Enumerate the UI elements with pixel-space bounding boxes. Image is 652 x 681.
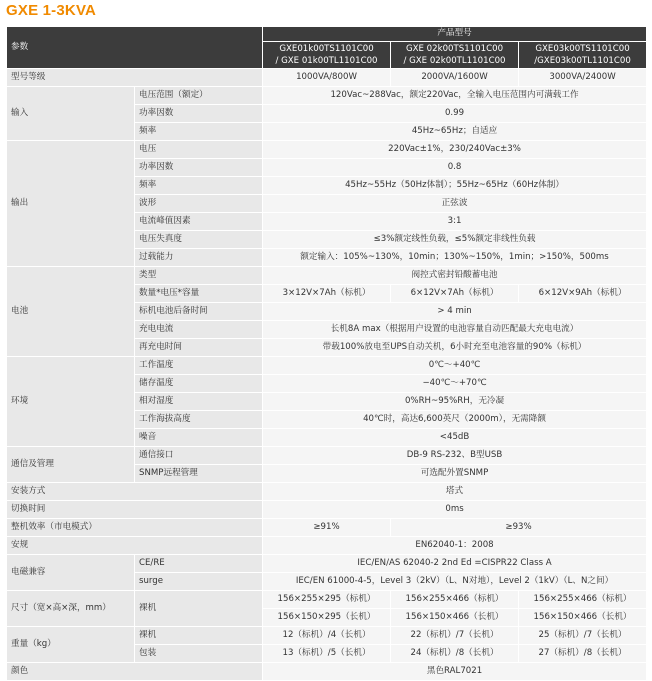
table-row: 安规 EN62040-1：2008 xyxy=(7,537,647,555)
table-row: 相对湿度 0%RH~95%RH，无冷凝 xyxy=(7,393,647,411)
table-row: 电流峰值因素 3:1 xyxy=(7,213,647,231)
header-model-1: GXE01k00TS1101C00 / GXE 01k00TL1101C00 xyxy=(263,42,391,69)
table-row: 156×150×295（长机） 156×150×466（长机） 156×150×466（长机） xyxy=(7,609,647,627)
table-row: 过载能力 额定输入：105%~130%，10min；130%~150%，1min；>150%，500ms xyxy=(7,249,647,267)
table-row: 频率 45Hz~65Hz；自适应 xyxy=(7,123,647,141)
header-model-3: GXE03k00TS1101C00 /GXE03k00TL1101C00 xyxy=(519,42,647,69)
table-row: 标机电池后备时间 > 4 min xyxy=(7,303,647,321)
group-comm: 通信及管理 xyxy=(7,447,135,483)
page-title: GXE 1-3KVA xyxy=(6,2,97,19)
table-row: 充电电流 长机8A max（根据用户设置的电池容量自动匹配最大充电电流） xyxy=(7,321,647,339)
table-row: 功率因数 0.99 xyxy=(7,105,647,123)
table-row: 颜色 黑色RAL7021 xyxy=(7,663,647,681)
group-input: 输入 xyxy=(7,87,135,141)
table-row: 环境 工作温度 0℃～+40℃ xyxy=(7,357,647,375)
group-emc: 电磁兼容 xyxy=(7,555,135,591)
header-product-model: 产品型号 xyxy=(263,27,647,42)
table-row: 输入 电压范围（额定） 120Vac~288Vac，额定220Vac，全输入电压范围内可满载工作 xyxy=(7,87,647,105)
table-row: 整机效率（市电模式） ≥91% ≥93% xyxy=(7,519,647,537)
table-row: 工作海拔高度 40℃时，高达6,600英尺（2000m），无需降额 xyxy=(7,411,647,429)
header-param: 参数 xyxy=(7,27,263,69)
table-row: 再充电时间 带载100%放电至UPS自动关机，6小时充至电池容量的90%（标机） xyxy=(7,339,647,357)
group-battery: 电池 xyxy=(7,267,135,357)
table-row: 尺寸（宽×高×深，mm） 裸机 156×255×295（标机） 156×255×466（标机） 156×255×466（标机） xyxy=(7,591,647,609)
table-row: 频率 45Hz~55Hz（50Hz体制）；55Hz~65Hz（60Hz体制） xyxy=(7,177,647,195)
header-model-2: GXE 02k00TS1101C00 / GXE 02k00TL1101C00 xyxy=(391,42,519,69)
table-row: 安装方式 塔式 xyxy=(7,483,647,501)
table-row: 波形 正弦波 xyxy=(7,195,647,213)
spec-table xyxy=(6,26,647,681)
group-weight: 重量（kg） xyxy=(7,627,135,663)
table-row: surge IEC/EN 61000-4-5，Level 3（2kV）（L、N对地），Level 2（1kV）（L、N之间） xyxy=(7,573,647,591)
table-row: 功率因数 0.8 xyxy=(7,159,647,177)
table-row: 电磁兼容 CE/RE IEC/EN/AS 62040-2 2nd Ed =CISPR22 Class A xyxy=(7,555,647,573)
table-row: 切换时间 0ms xyxy=(7,501,647,519)
group-size: 尺寸（宽×高×深，mm） xyxy=(7,591,135,627)
table-row: 包装 13（标机）/5（长机） 24（标机）/8（长机） 27（标机）/8（长机） xyxy=(7,645,647,663)
group-output: 输出 xyxy=(7,141,135,267)
table-row: 重量（kg） 裸机 12（标机）/4（长机） 22（标机）/7（长机） 25（标机）/7（长机） xyxy=(7,627,647,645)
table-row: 噪音 <45dB xyxy=(7,429,647,447)
table-row: 通信及管理 通信接口 DB-9 RS-232、B型USB xyxy=(7,447,647,465)
table-row: 数量*电压*容量 3×12V×7Ah（标机） 6×12V×7Ah（标机） 6×12V×9Ah（标机） xyxy=(7,285,647,303)
table-row: 型号等级 1000VA/800W 2000VA/1600W 3000VA/2400W xyxy=(7,69,647,87)
table-row: 电压失真度 ≤3%额定线性负载，≤5%额定非线性负载 xyxy=(7,231,647,249)
table-row: SNMP远程管理 可选配外置SNMP xyxy=(7,465,647,483)
table-row: 电池 类型 阀控式密封铅酸蓄电池 xyxy=(7,267,647,285)
table-row: 储存温度 −40℃～+70℃ xyxy=(7,375,647,393)
table-row: 输出 电压 220Vac±1%，230/240Vac±3% xyxy=(7,141,647,159)
group-environment: 环境 xyxy=(7,357,135,447)
